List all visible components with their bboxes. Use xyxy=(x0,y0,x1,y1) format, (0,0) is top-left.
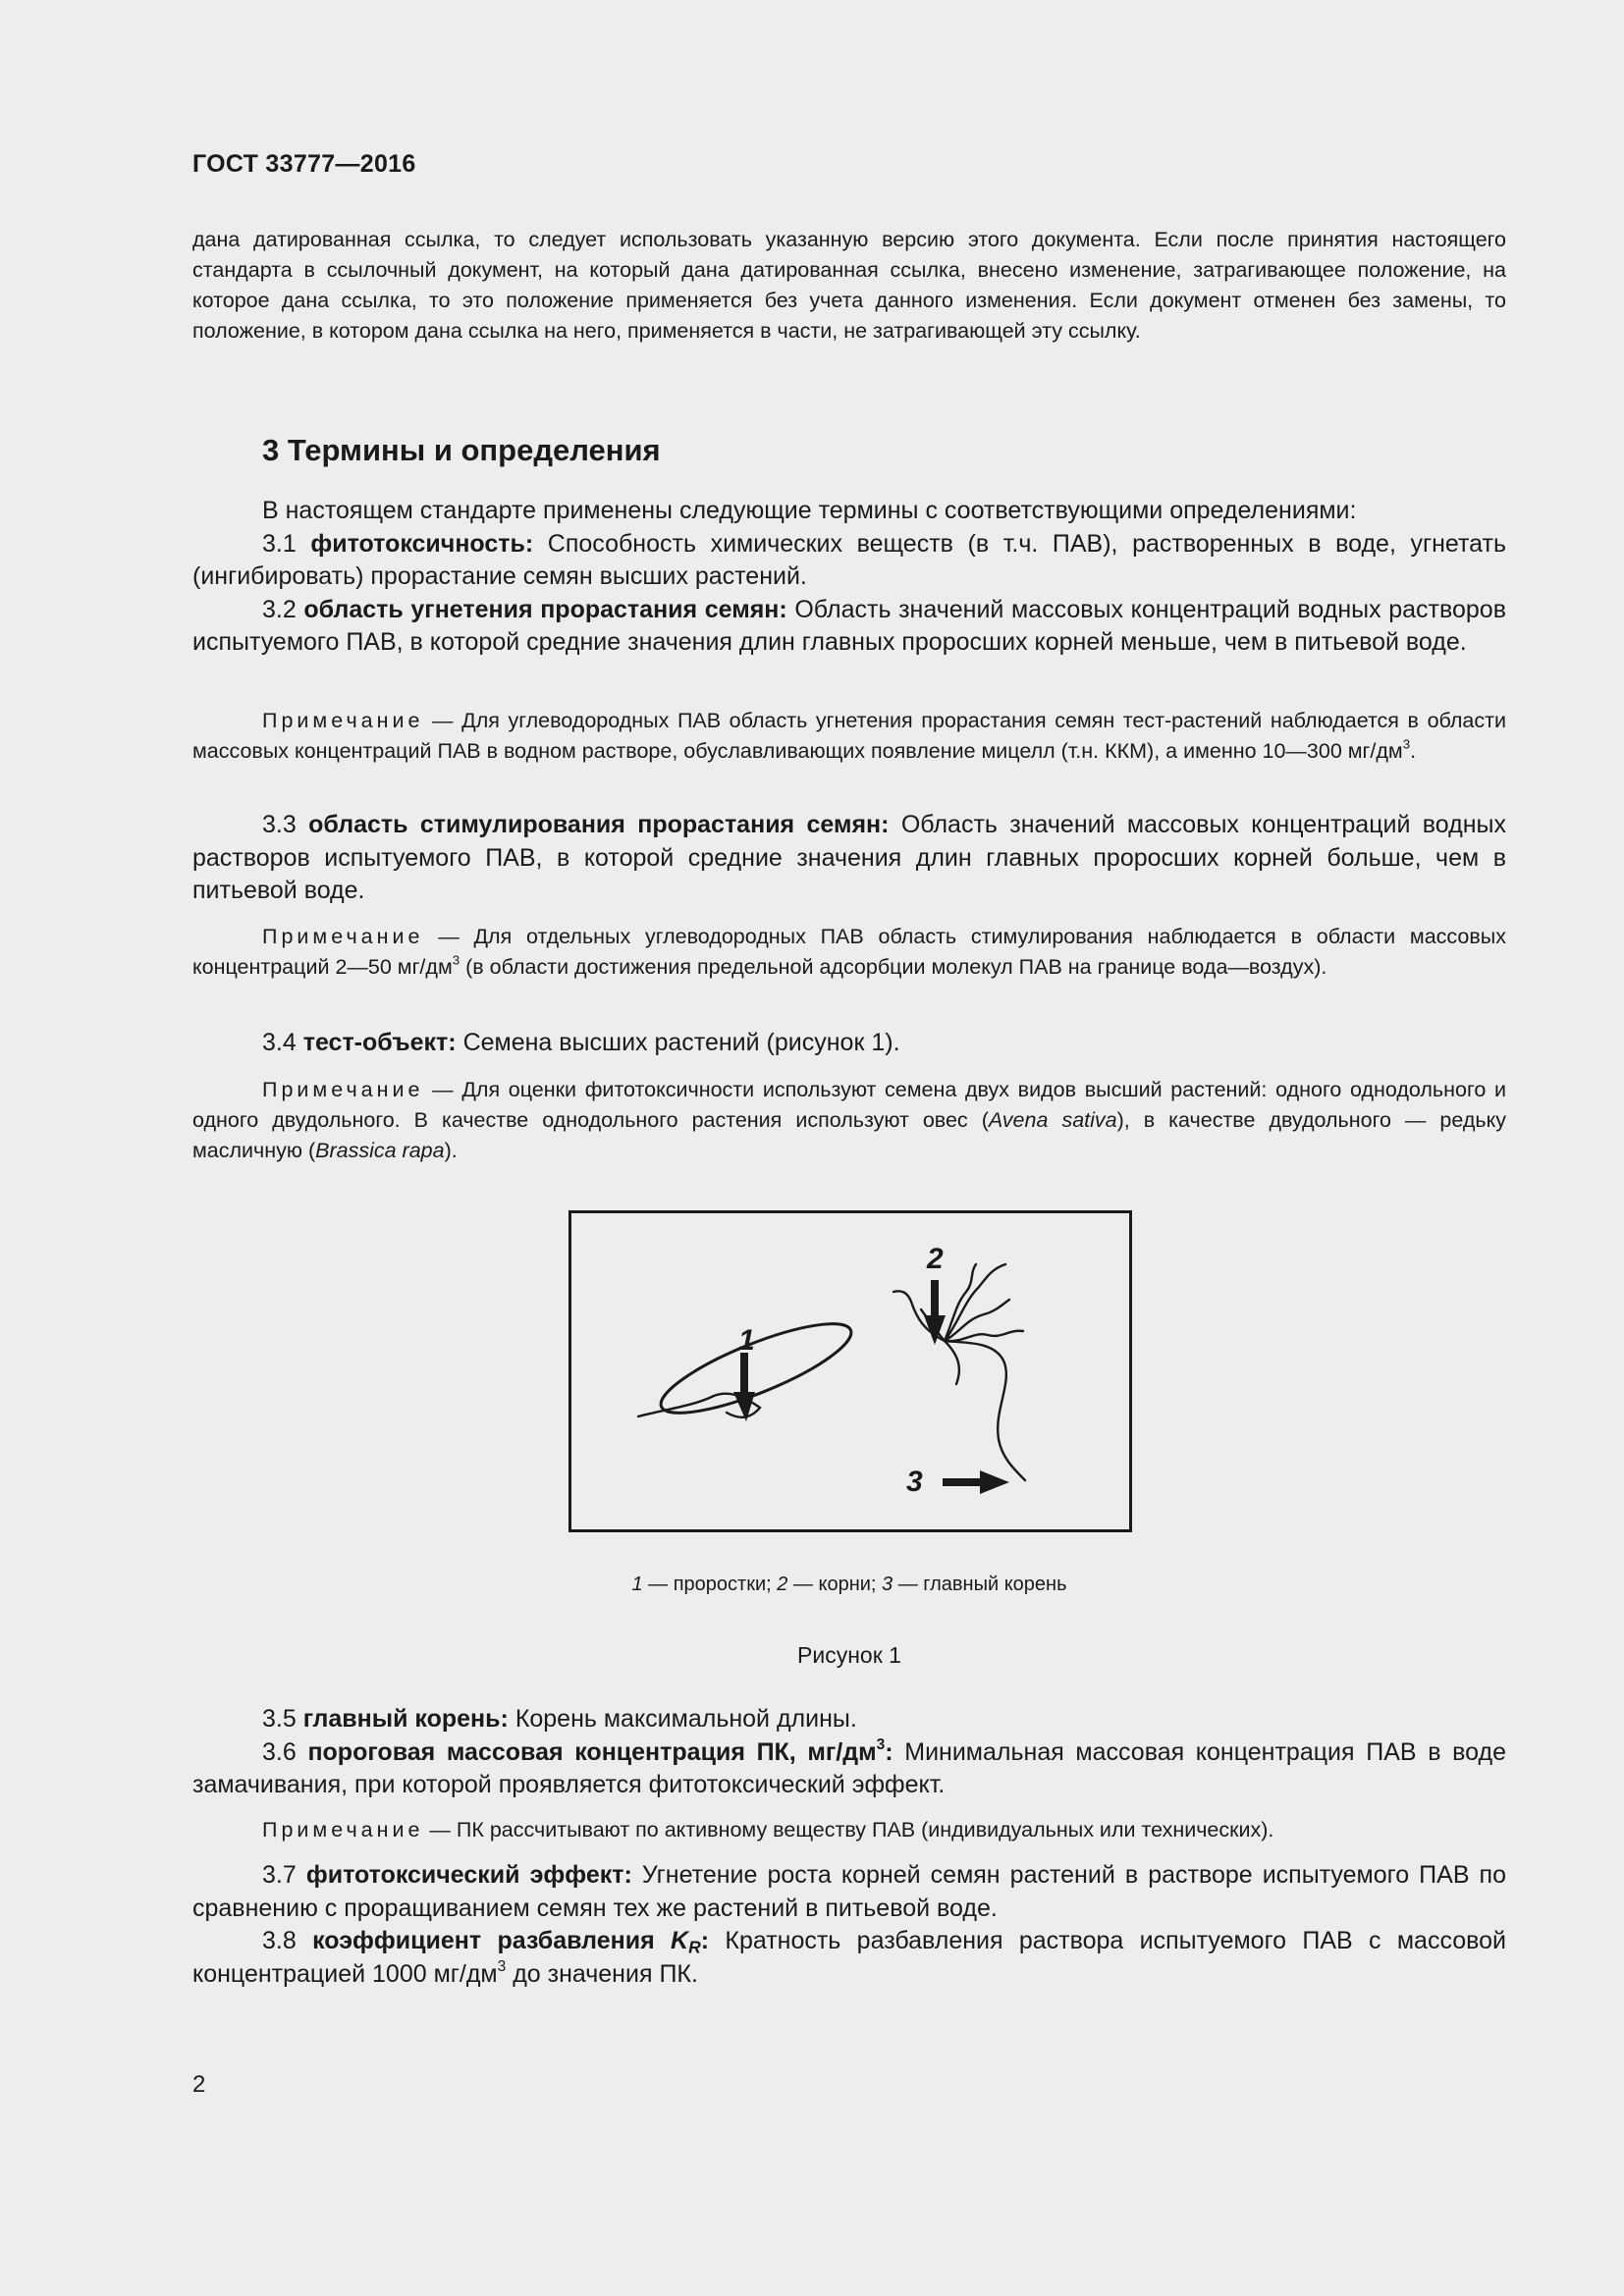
section-intro: В настоящем стандарте применены следующие термины с соответствующими определениями: xyxy=(262,497,1357,524)
term-3-4-definition: Семена высших растений (рисунок 1). xyxy=(462,1029,900,1056)
terms-block-5 xyxy=(192,1859,1506,1991)
figure-label-2: 2 xyxy=(927,1243,944,1275)
note-3-6: Примечание — ПК рассчитывают по активному веществу ПАВ (индивидуальных или технических). xyxy=(262,1818,1274,1842)
term-3-1-definition: Способность химических веществ (в т.ч. ПАВ), растворенных в воде, угнетать (ингибировать) прорастание семян высших растений. xyxy=(192,529,1506,590)
section-title: 3 Термины и определения xyxy=(262,433,661,467)
arrow-1 xyxy=(733,1353,755,1421)
term-3-1-name: фитотоксичность: xyxy=(310,529,534,558)
term-3-4: 3.4 тест-объект: Семена высших растений (рисунок 1). xyxy=(262,1029,900,1056)
terms-block-2 xyxy=(192,809,1506,908)
term-3-2: 3.2 область угнетения прорастания семян: Область значений массовых концентраций водных растворов испытуемого ПАВ, в которой средние значения длин главных проросших корней меньше, чем в питьевой воде. xyxy=(192,595,1506,656)
term-3-1: 3.1 фитотоксичность: Способность химических веществ (в т.ч. ПАВ), растворенных в воде, угнетать (ингибировать) прорастание семян высших растений. xyxy=(192,529,1506,590)
root-line xyxy=(945,1341,959,1384)
term-3-8-name: коэффициент разбавления $K_R$: xyxy=(312,1927,710,1957)
term-3-7-definition: Угнетение роста корней семян растений в растворе испытуемого ПАВ по сравнению с проращиванием семян тех же растений в питьевой воде. xyxy=(192,1861,1506,1922)
figure-title: Рисунок 1 xyxy=(797,1642,901,1668)
term-3-2-definition: Область значений массовых концентраций водных растворов испытуемого ПАВ, в которой средние значения длин главных проросших корней меньше, чем в питьевой воде. xyxy=(192,595,1506,656)
term-3-5: 3.5 главный корень: Корень максимальной длины. xyxy=(262,1705,857,1733)
term-3-2-name: область угнетения прорастания семян: xyxy=(303,595,787,623)
root-line xyxy=(945,1264,1005,1341)
term-3-8: 3.8 коэффициент разбавления $K_R$: Кратность разбавления раствора испытуемого ПАВ с массовой концентрацией 1000 $мг/дм^3$ до значения ПК. xyxy=(192,1927,1507,1988)
intro-paragraph xyxy=(192,225,1506,347)
main-root-line xyxy=(945,1341,1025,1480)
term-3-7: 3.7 фитотоксический эффект: Угнетение роста корней семян растений в растворе испытуемого ПАВ по сравнению с проращиванием семян тех же растений в питьевой воде. xyxy=(192,1861,1506,1922)
note-3-4: Примечание — Для оценки фитотоксичности используют семена двух видов высший растений: одного однодольного и одного двудольного. В качестве однодольного растения используют овес (Avena sativa), в качестве двудольного — редьку масличную (Brassica rapa). xyxy=(192,1078,1507,1162)
term-3-6: 3.6 пороговая массовая концентрация ПК, $мг/дм^3$: Минимальная массовая концентрация ПАВ в воде замачивания, при которой проявляется фитотоксический эффект. xyxy=(192,1735,1506,1798)
terms-block-4 xyxy=(192,1703,1506,1802)
terms-block-1 xyxy=(192,495,1506,660)
document-header: ГОСТ 33777—2016 xyxy=(192,150,416,178)
term-3-3: 3.3 область стимулирования прорастания семян: Область значений массовых концентраций водных растворов испытуемого ПАВ, в которой средние значения длин главных проросших корней больше, чем в питьевой воде. xyxy=(192,811,1507,904)
seed-illustration xyxy=(571,1213,1129,1529)
term-3-6-name: пороговая массовая концентрация ПК, $мг/дм^3$: xyxy=(307,1735,893,1766)
note-label: Примечание xyxy=(262,709,424,732)
figure-1-frame xyxy=(568,1210,1132,1532)
figure-label-3: 3 xyxy=(906,1466,923,1498)
note-3-2: Примечание — Для углеводородных ПАВ область угнетения прорастания семян тест-растений наблюдается в области массовых концентраций ПАВ в водном растворе, обуславливающих появление мицелл (т.н. ККМ), а именно 10—300 $мг/дм^3$. xyxy=(192,709,1506,763)
term-3-3-name: область стимулирования прорастания семян: xyxy=(308,811,890,838)
note-label: Примечание xyxy=(262,1078,424,1101)
note-3-3: Примечание — Для отдельных углеводородных ПАВ область стимулирования наблюдается в области массовых концентраций 2—50 $мг/дм^3$ (в области достижения предельной адсорбции молекул ПАВ на границе вода—воздух). xyxy=(192,925,1506,979)
term-3-4-name: тест-объект: xyxy=(302,1029,457,1056)
term-3-3-definition: Область значений массовых концентраций водных растворов испытуемого ПАВ, в которой средние значения длин главных проросших корней больше, чем в питьевой воде. xyxy=(192,811,1507,904)
figure-caption: 1 — проростки; 2 — корни; 3 — главный корень xyxy=(631,1574,1067,1595)
arrow-2 xyxy=(924,1280,946,1345)
note-label: Примечание xyxy=(262,925,424,948)
terms-block-3 xyxy=(192,1027,1506,1060)
term-3-6-definition: Минимальная массовая концентрация ПАВ в воде замачивания, при которой проявляется фитотоксический эффект. xyxy=(192,1737,1506,1798)
term-3-5-name: главный корень: xyxy=(302,1705,509,1733)
term-3-8-definition: Кратность разбавления раствора испытуемого ПАВ с массовой концентрацией 1000 $мг/дм^3$ до значения ПК. xyxy=(192,1927,1507,1988)
arrow-3 xyxy=(943,1470,1009,1494)
term-3-7-name: фитотоксический эффект: xyxy=(305,1861,632,1889)
note-label: Примечание xyxy=(262,1818,424,1842)
term-3-5-definition: Корень максимальной длины. xyxy=(514,1705,857,1733)
page-number: 2 xyxy=(192,2071,206,2098)
figure-label-1: 1 xyxy=(738,1324,755,1357)
intro-text: дана датированная ссылка, то следует использовать указанную версию этого документа. Если после принятия настоящего стандарта в ссылочный документ, на который дана датированная ссылка, внесено изменение, затрагивающее положение, на которое дана ссылка, то это положение применяется без учета данного изменения. Если документ отменен без замены, то положение, в котором дана ссылка на него, применяется в части, не затрагивающей эту ссылку. xyxy=(192,228,1506,343)
